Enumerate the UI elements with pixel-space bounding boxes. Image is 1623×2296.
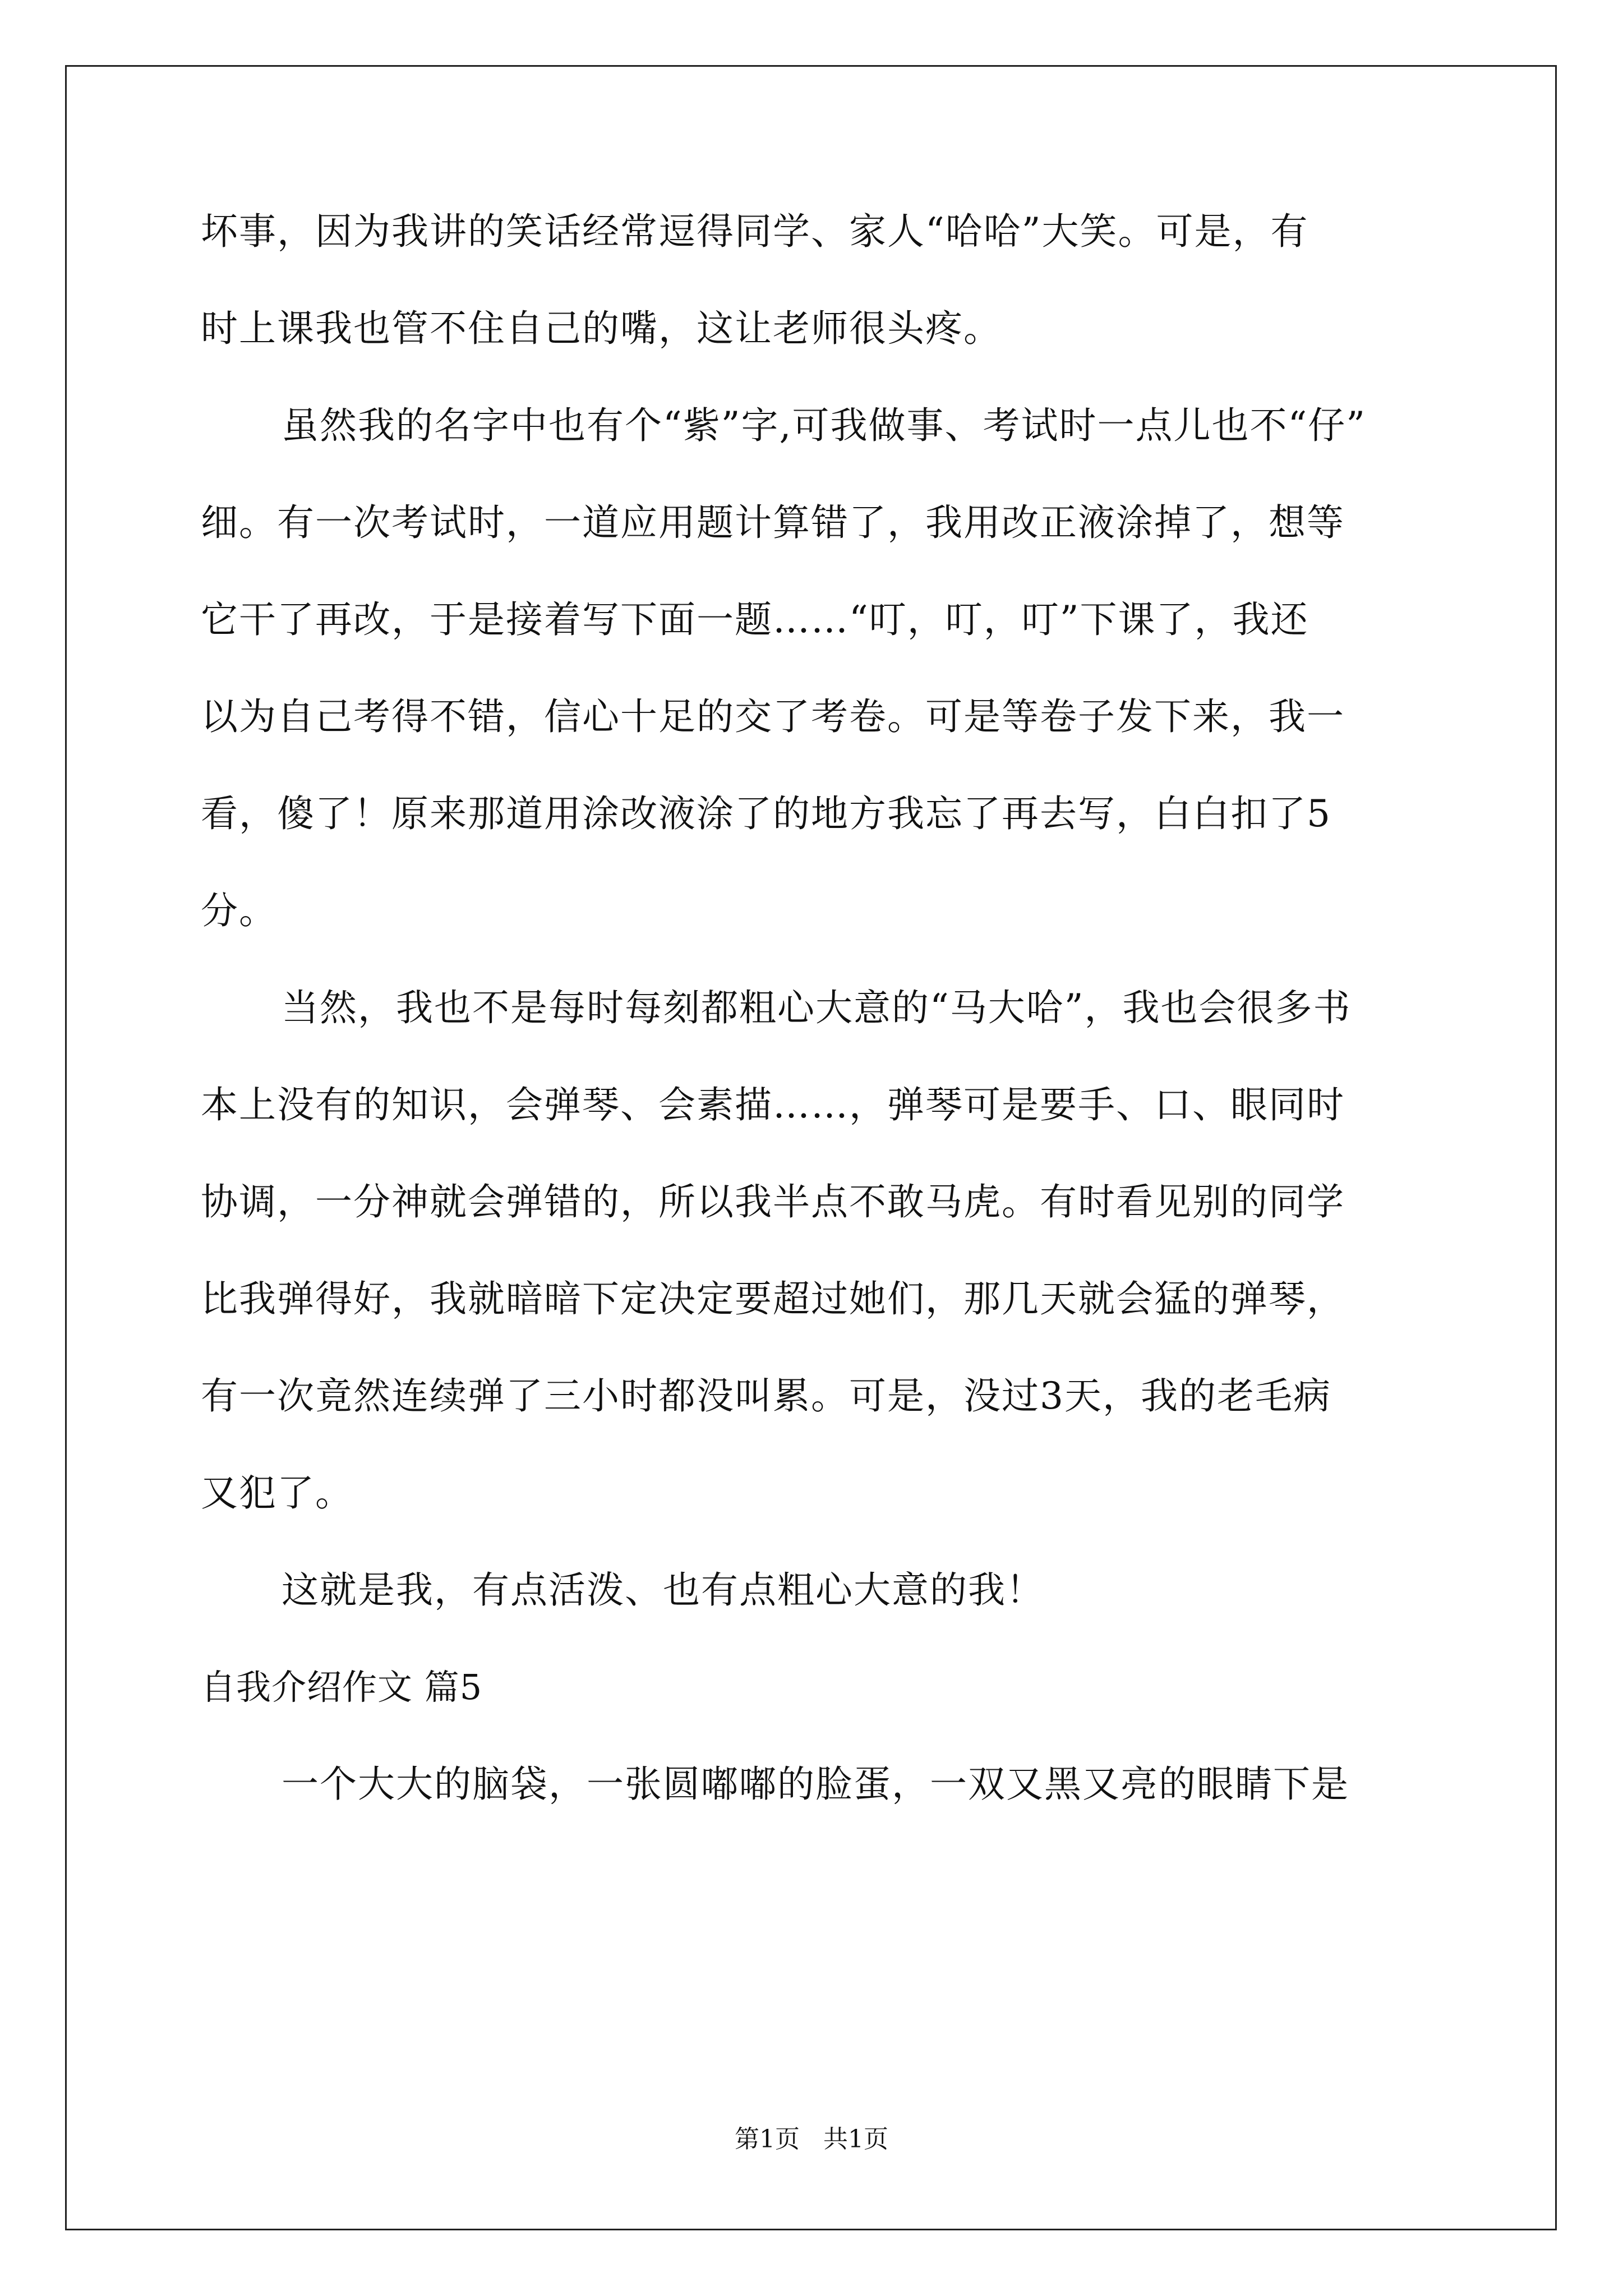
text-line: 看，傻了！原来那道用涂改液涂了的地方我忘了再去写，白白扣了5 [201,792,1331,835]
section-heading: 自我介绍作文 篇5 [201,1667,483,1708]
text-line: 时上课我也管不住自己的嘴，这让老师很头疼。 [201,307,1002,350]
text-line: 有一次竟然连续弹了三小时都没叫累。可是，没过3天，我的老毛病 [201,1374,1331,1418]
text-line: 比我弹得好，我就暗暗下定决定要超过她们，那几天就会猛的弹琴， [201,1277,1345,1320]
page-footer: 第1页 共1页 [735,2125,888,2154]
text-line: 分。 [201,889,277,932]
paragraph-start-line: 这就是我，有点活泼、也有点粗心大意的我！ [282,1568,1044,1612]
paragraph-start-line: 虽然我的名字中也有个“紫”字,可我做事、考试时一点儿也不“仔” [282,404,1366,447]
paragraph-start-line: 一个大大的脑袋，一张圆嘟嘟的脸蛋，一双又黑又亮的眼睛下是 [282,1763,1349,1806]
document-body [201,210,1429,1863]
text-line: 它干了再改，于是接着写下面一题……“叮，叮，叮”下课了，我还 [201,598,1309,641]
text-line: 又犯了。 [201,1471,353,1515]
text-line: 本上没有的知识，会弹琴、会素描……，弹琴可是要手、口、眼同时 [201,1083,1345,1126]
text-line: 协调，一分神就会弹错的，所以我半点不敢马虎。有时看见别的同学 [201,1180,1345,1223]
text-line: 坏事，因为我讲的笑话经常逗得同学、家人“哈哈”大笑。可是，有 [201,210,1309,253]
text-line: 以为自己考得不错，信心十足的交了考卷。可是等卷子发下来，我一 [201,695,1345,738]
text-line: 细。有一次考试时，一道应用题计算错了，我用改正液涂掉了，想等 [201,501,1345,544]
paragraph-start-line: 当然，我也不是每时每刻都粗心大意的“马大哈”，我也会很多书 [282,986,1352,1029]
